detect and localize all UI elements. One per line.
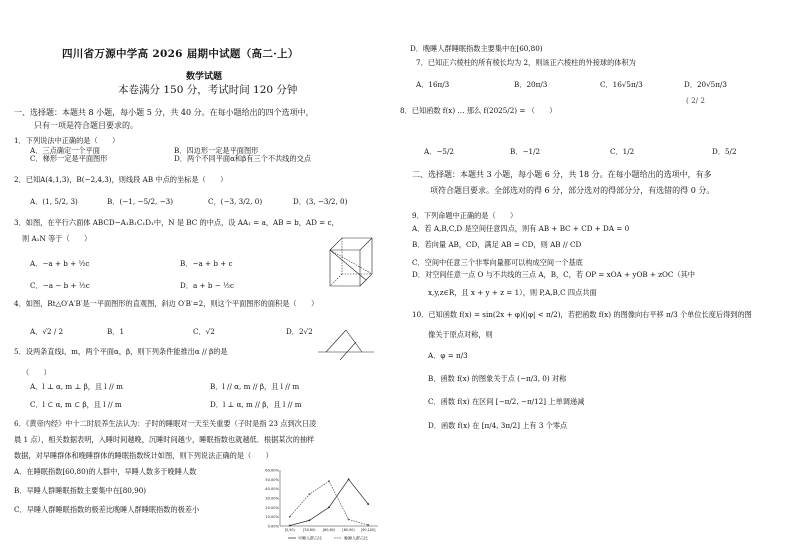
legend-label: 早睡人群占比 — [298, 535, 322, 541]
q7-stem: 7．已知正六棱柱的所有棱长均为 2，则该正六棱柱的外接球的体积为 — [416, 58, 636, 67]
x-tick-label: [0,50) — [284, 528, 295, 532]
q2-option-d: D．(3, −3/2, 0) — [293, 197, 348, 206]
section1-line2: 只有一项是符合题目要求的。 — [34, 121, 138, 130]
data-point — [289, 525, 291, 527]
q5-option-a: A．l ⊥ α, m ⊥ β，且 l // m — [30, 382, 123, 391]
q2-option-c: C．(−3, 3/2, 0) — [208, 197, 263, 206]
q6-line2: 晨 1 点），相关数据表明，入睡时间越晚，沉睡时间越少，睡眠指数也就越低．根据某次的抽样 — [14, 435, 315, 444]
y-tick-label: 60.00% — [265, 468, 279, 473]
q1-stem: 1．下列说法中正确的是（ ） — [14, 136, 120, 145]
q8-stem: 8．已知函数 f(x) … 那么 f(2025/2) = （ ） — [400, 106, 557, 115]
q7-option-a: A．16π/3 — [416, 80, 450, 89]
q7-option-b: B．20π/3 — [514, 80, 548, 89]
exam-title: 四川省万源中学高 2026 届期中试题（高二·上） — [62, 48, 299, 60]
q3-option-b: B．−a + b + c — [180, 259, 233, 268]
q2-option-a: A．(1, 5/2, 3) — [30, 197, 78, 206]
q1-option-d: D．两个不同平面α和β有三个不共线的交点 — [174, 154, 311, 163]
y-tick-label: 30.00% — [265, 496, 279, 501]
data-point — [289, 516, 291, 518]
data-point — [367, 524, 369, 526]
q6-option-b: B．早睡人群睡眠指数主要集中在[80,90) — [14, 486, 147, 495]
q6-option-a: A．在睡眠指数[60,80)的人群中，早睡人数多于晚睡人数 — [14, 467, 197, 476]
data-point — [367, 503, 369, 505]
x-tick-label: [90,100] — [360, 528, 376, 532]
q10-option-c: C．函数 f(x) 在区间 [−π/2, −π/12] 上单调递减 — [428, 397, 585, 406]
x-tick-label: [60,80) — [322, 528, 336, 532]
q8-option-d: D．5/2 — [712, 147, 737, 156]
x-tick-label: [50,60) — [303, 528, 316, 532]
q4-option-a: A．√2 / 2 — [30, 327, 64, 336]
y-tick-label: 10.00% — [265, 515, 279, 520]
q9-stem: 9．下列命题中正确的是（ ） — [412, 211, 518, 220]
q7-option-d: D．20√5π/3 — [684, 80, 727, 89]
q9-option-d-line1: D．对空间任意一点 O 与不共线的三点 A，B，C，若 OP = xOA + yOB + zOC（其中 — [412, 270, 695, 279]
q8-fragment: ( 2/ 2 — [686, 96, 705, 105]
q6-option-c: C．早睡人群睡眠指数的极差比晚睡人群睡眠指数的极差小 — [14, 505, 200, 514]
subject-title: 数学试题 — [186, 72, 223, 82]
data-point — [309, 493, 311, 495]
q3-option-a: A．−a + b + ½c — [30, 259, 90, 268]
series-line — [290, 479, 368, 525]
q6-line3: 数据，对早睡群体和晚睡群体的睡眠指数统计如图，则下列说法正确的是（ ） — [14, 451, 273, 460]
q5-line1: 5．设两条直线l，m，两个平面α，β，则下列条件能推出α // β的是 — [14, 347, 228, 356]
q10-option-d: D．函数 f(x) 在 [π/4, 3π/2] 上有 3 个零点 — [428, 421, 568, 430]
q8-option-a: A．−5/2 — [424, 147, 454, 156]
q5-option-d: D．l ⊥ α, m // β，且 l // m — [210, 400, 302, 409]
q5-option-c: C．l ⊂ α, m ⊂ β，且 l // m — [30, 400, 122, 409]
q6-option-d: D．晚睡人群睡眠指数主要集中在[60,80) — [410, 44, 543, 53]
data-point — [348, 519, 350, 521]
exam-info: 本卷满分 150 分，考试时间 120 分钟 — [118, 84, 298, 96]
q10-line1: 10．已知函数 f(x) = sin(2x + φ)(|φ| < π/2)，若把函数 f(x) 的图像向右平移 π/3 个单位长度后得到的图 — [412, 310, 752, 319]
q5-option-b: B．l // α, m // β，且 l // m — [210, 382, 300, 391]
series-line — [290, 481, 368, 525]
data-point — [348, 478, 350, 480]
q7-option-c: C．16√5π/3 — [600, 80, 643, 89]
q10-option-b: B．函数 f(x) 的图象关于点 (−π/3, 0) 对称 — [428, 374, 567, 383]
q1-option-a: A．三点确定一个平面 — [30, 146, 100, 155]
q9-option-a: A．若 A,B,C,D 是空间任意四点，则有 AB + BC + CD + DA = 0 — [412, 224, 630, 233]
data-point — [328, 480, 330, 482]
q10-line2: 像关于原点对称，则 — [428, 330, 493, 339]
q8-option-c: C．1/2 — [610, 147, 635, 156]
y-tick-label: 20.00% — [265, 505, 279, 510]
q10-option-a: A．φ = π/3 — [428, 351, 468, 360]
q5-line2: （ ） — [22, 368, 51, 377]
y-tick-label: 50.00% — [265, 477, 279, 482]
section2-line1: 二、选择题：本题共 3 小题，每小题 6 分，共 18 分。在每小题给出的选项中，有多 — [412, 170, 712, 179]
q4-option-d: D．2√2 — [286, 327, 313, 336]
q3-line1: 3．如图，在平行六面体 ABCD−A₁B₁C₁D₁中，N 是 BC 的中点，设 AA₁ = a，AB = b，AD = c， — [14, 218, 339, 227]
q6-line1: 6．《黄帝内经》中十二时辰养生法认为：子时的睡眠对一天至关重要（子时是指 23 点到次日凌 — [14, 419, 317, 428]
right-triangle-figure — [316, 322, 378, 360]
q9-option-b: B．若向量 AB，CD，满足 AB = CD，则 AB // CD — [412, 240, 582, 249]
q2-option-b: B．(−1, −5/2, −3) — [107, 197, 173, 206]
sleep-index-chart — [254, 466, 382, 546]
q4-option-b: B．1 — [107, 327, 125, 336]
q2-stem: 2．已知A(4,1,3)，B(−2,4,3)，则线段 AB 中点的坐标是（ ） — [14, 175, 228, 184]
y-tick-label: 40.00% — [265, 487, 279, 492]
q1-option-b: B．四边形一定是平面图形 — [174, 146, 259, 155]
q9-option-c: C．空间中任意三个非零向量都可以构成空间一个基底 — [412, 258, 583, 267]
q8-option-b: B．−1/2 — [510, 147, 541, 156]
section2-line2: 项符合题目要求。全部选对的得 6 分，部分选对的得部分分，有选错的得 0 分。 — [430, 186, 715, 195]
x-tick-label: [80,90) — [342, 528, 355, 532]
q1-option-c: C．梯形一定是平面图形 — [30, 154, 108, 163]
q3-line2: 则 A₁N 等于（ ） — [22, 234, 92, 243]
q3-option-c: C．−a − b + ½c — [30, 281, 90, 290]
q4-option-c: C．√2 — [193, 327, 215, 336]
parallelepiped-figure — [326, 234, 378, 296]
q3-option-d: D．a + b − ½c — [180, 281, 235, 290]
q9-option-d-line2: x,y,z∈R，且 x + y + z = 1），则 P,A,B,C 四点共面 — [428, 288, 597, 297]
legend-label: 晚睡人群占比 — [344, 535, 368, 541]
data-point — [309, 520, 311, 522]
section1-line1: 一、选择题：本题共 8 小题，每小题 5 分，共 40 分。在每小题给出的四个选项中， — [14, 108, 314, 117]
q4-line1: 4．如图，Rt△O′A′B′是一平面图形的直观图，斜边 O′B′=2，则这个平面图形的面积是（ ） — [14, 299, 319, 308]
data-point — [328, 506, 330, 508]
y-tick-label: 0.00% — [267, 524, 279, 529]
